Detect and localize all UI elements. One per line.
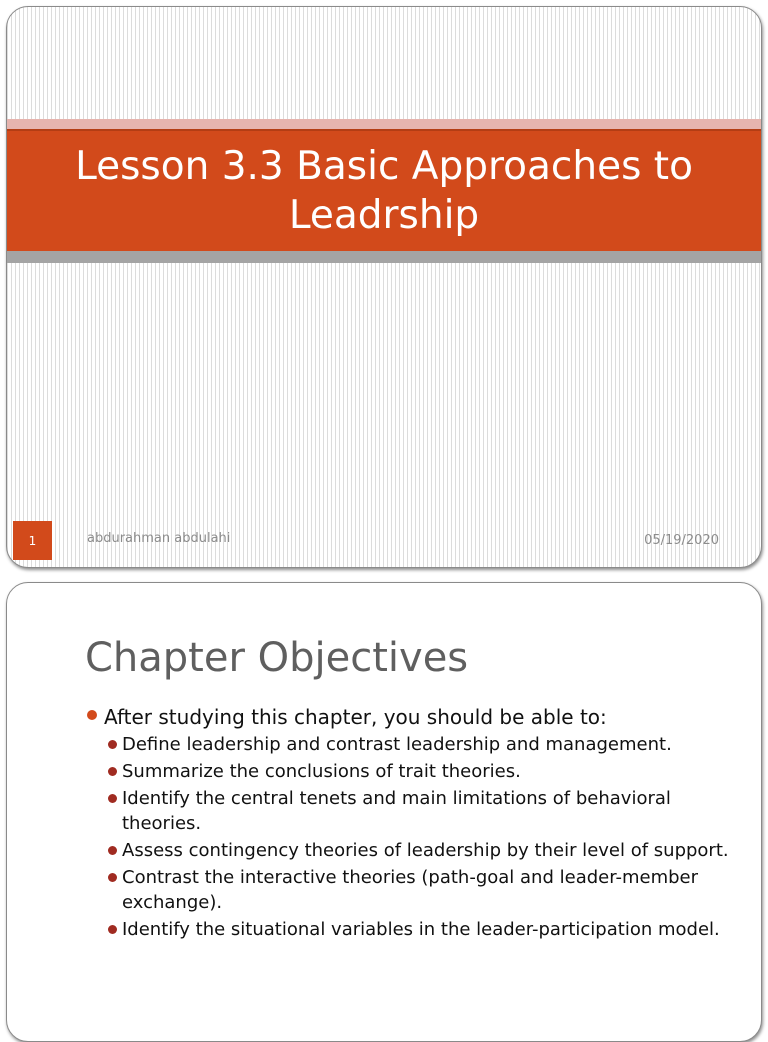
title-top-band [7,119,761,129]
list-item [107,732,733,757]
title-slide [6,6,762,568]
objective-text: Define leadership and contrast leadership and management. [122,734,672,755]
objective-text: Assess contingency theories of leadership by their level of support. [122,840,729,861]
bullet-dot-icon [108,794,117,803]
objective-text: Summarize the conclusions of trait theories. [122,761,521,782]
bullet-dot-icon [108,873,117,882]
intro-text: After studying this chapter, you should be able to: [104,705,607,729]
author-label: abdurahman abdulahi [87,531,231,546]
objectives-list [107,732,733,944]
list-item [107,786,733,836]
bullet-dot-icon [108,846,117,855]
title-bottom-band [7,251,761,263]
list-item [107,838,733,863]
objective-text: Identify the situational variables in the leader-participation model. [122,919,720,940]
list-item [107,759,733,784]
intro-bullet [87,704,727,730]
title-bar [7,129,761,251]
objectives-slide [6,582,762,1042]
bullet-dot-icon [108,925,117,934]
objective-text: Identify the central tenets and main limitations of behavioral theories. [122,788,671,834]
list-item [107,865,733,915]
slide-number-badge: 1 [13,521,52,560]
slide-title: Lesson 3.3 Basic Approaches to Leadrship [75,144,693,238]
bullet-dot-icon [108,767,117,776]
objective-text: Contrast the interactive theories (path-goal and leader-member exchange). [122,867,699,913]
list-item [107,917,733,942]
date-label: 05/19/2020 [644,533,719,548]
slide-heading: Chapter Objectives [85,635,469,681]
bullet-dot-icon [108,740,117,749]
bullet-dot-icon [87,710,97,720]
